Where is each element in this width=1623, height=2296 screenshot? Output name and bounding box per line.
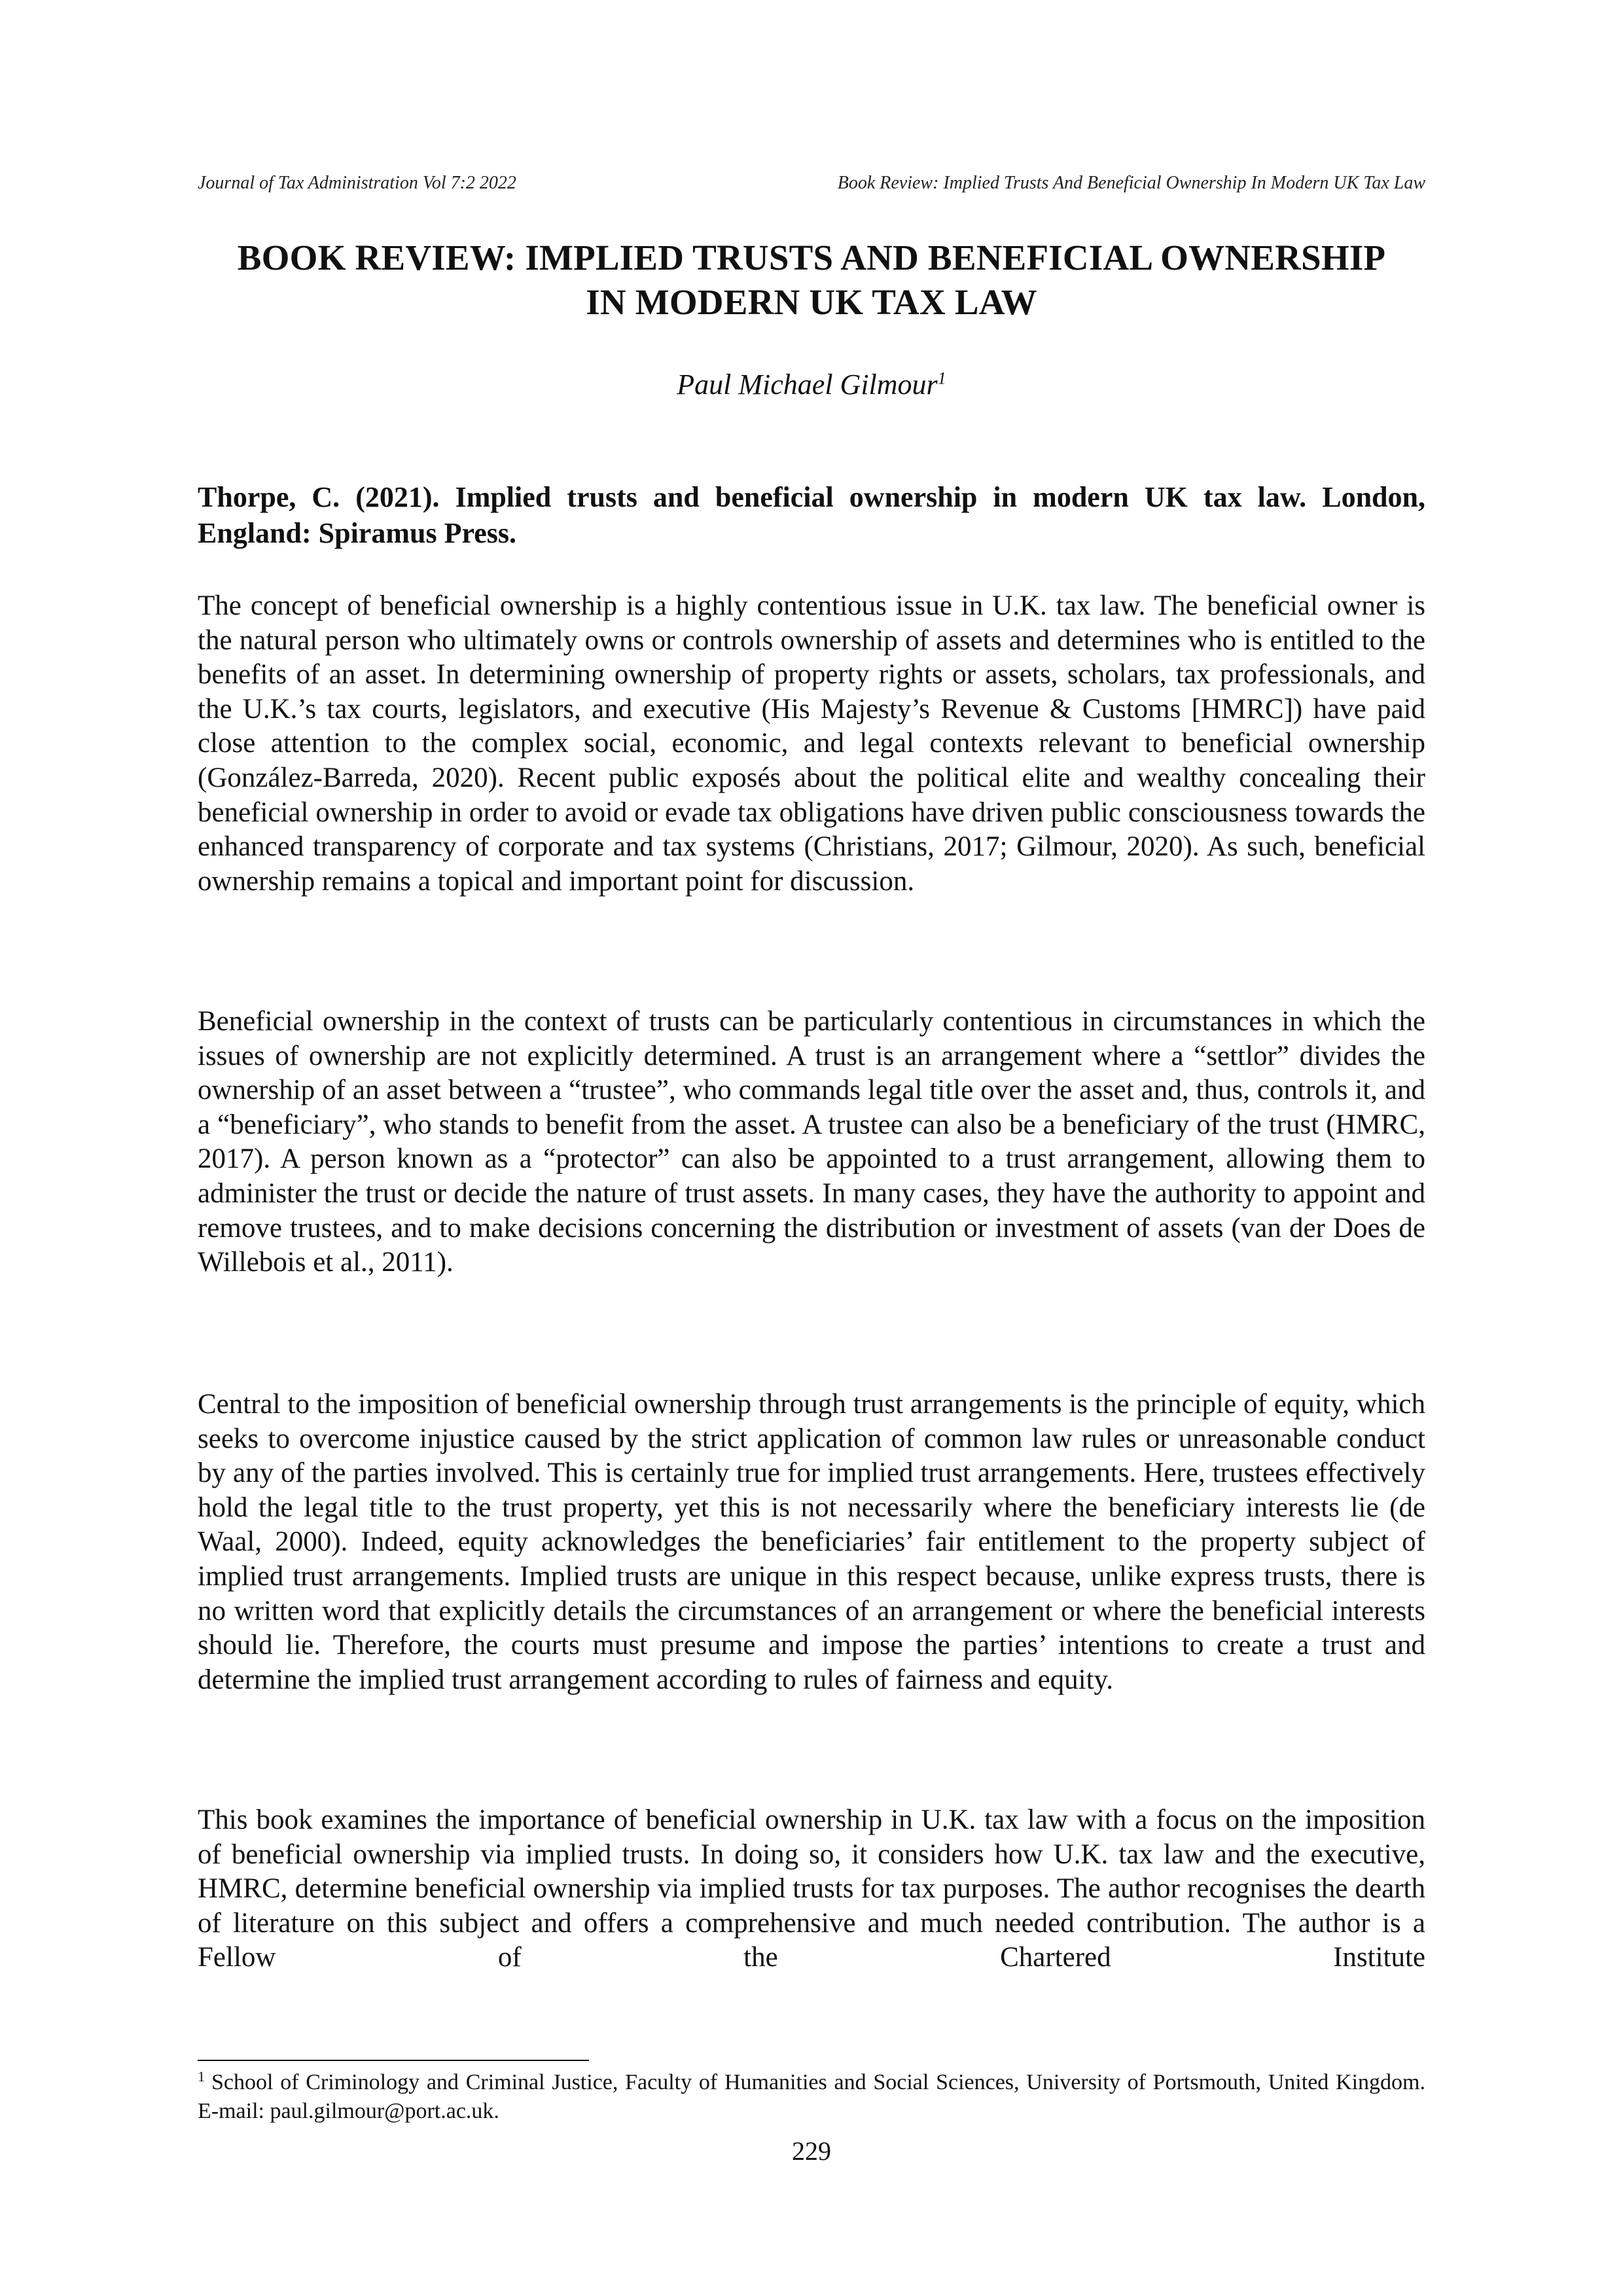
- article-title: [196, 236, 1427, 325]
- running-head-article: Book Review: Implied Trusts And Beneficial Ownership In Modern UK Tax Law: [837, 173, 1425, 193]
- book-citation: Thorpe, C. (2021). Implied trusts and beneficial ownership in modern UK tax law. London, England: Spiramus Press.: [198, 481, 1425, 549]
- author-byline: [196, 367, 1427, 403]
- running-head-journal: Journal of Tax Administration Vol 7:2 2022: [198, 173, 516, 193]
- article-title-line-1: BOOK REVIEW: IMPLIED TRUSTS AND BENEFICIAL OWNERSHIP: [237, 238, 1386, 278]
- footnote-text: School of Criminology and Criminal Justice, Faculty of Humanities and Social Sciences, University of Portsmouth, United Kingdom. E-mail: paul.gilmour@port.ac.uk.: [198, 2070, 1425, 2123]
- footnote-separator: [198, 2060, 589, 2061]
- page-number: 229: [792, 2136, 831, 2166]
- author-footnote-marker: 1: [937, 368, 946, 388]
- article-title-line-2: IN MODERN UK TAX LAW: [586, 282, 1037, 322]
- author-name: Paul Michael Gilmour: [677, 368, 938, 401]
- body-paragraph-4: This book examines the importance of beneficial ownership in U.K. tax law with a focus on the imposition of beneficial ownership via implied trusts. In doing so, it considers how U.K. tax law and the executive, HMRC, determine beneficial ownership via implied trusts for tax purposes. The author recognises the dearth of literature on this subject and offers a comprehensive and much needed contribution. The author is a Fellow of the Chartered Institute: [198, 1804, 1425, 1973]
- body-paragraph-3: Central to the imposition of beneficial ownership through trust arrangements is the principle of equity, which seeks to overcome injustice caused by the strict application of common law rules or unreasonable conduct by any of the parties involved. This is certainly true for implied trust arrangements. Here, trustees effectively hold the legal title to the trust property, yet this is not necessarily where the beneficiary interests lie (de Waal, 2000). Indeed, equity acknowledges the beneficiaries’ fair entitlement to the property subject of implied trust arrangements. Implied trusts are unique in this respect because, unlike express trusts, there is no written word that explicitly details the circumstances of an arrangement or where the beneficial interests should lie. Therefore, the courts must presume and impose the parties’ intentions to create a trust and determine the implied trust arrangement according to rules of fairness and equity.: [198, 1389, 1425, 1695]
- footnote: [198, 2068, 1425, 2126]
- body-paragraph-1: The concept of beneficial ownership is a highly contentious issue in U.K. tax law. The beneficial owner is the natural person who ultimately owns or controls ownership of assets and determines who is entitled to the benefits of an asset. In determining ownership of property rights or assets, scholars, tax professionals, and the U.K.’s tax courts, legislators, and executive (His Majesty’s Revenue & Customs [HMRC]) have paid close attention to the complex social, economic, and legal contexts relevant to beneficial ownership (González-Barreda, 2020). Recent public exposés about the political elite and wealthy concealing their beneficial ownership in order to avoid or evade tax obligations have driven public consciousness towards the enhanced transparency of corporate and tax systems (Christians, 2017; Gilmour, 2020). As such, beneficial ownership remains a topical and important point for discussion.: [198, 590, 1425, 897]
- footnote-marker: 1: [198, 2068, 205, 2085]
- body-paragraph-2: Beneficial ownership in the context of trusts can be particularly contentious in circumstances in which the issues of ownership are not explicitly determined. A trust is an arrangement where a “settlor” divides the ownership of an asset between a “trustee”, who commands legal title over the asset and, thus, controls it, and a “beneficiary”, who stands to benefit from the asset. A trustee can also be a beneficiary of the trust (HMRC, 2017). A person known as a “protector” can also be appointed to a trust arrangement, allowing them to administer the trust or decide the nature of trust assets. In many cases, they have the authority to appoint and remove trustees, and to make decisions concerning the distribution or investment of assets (van der Does de Willebois et al., 2011).: [198, 1006, 1425, 1278]
